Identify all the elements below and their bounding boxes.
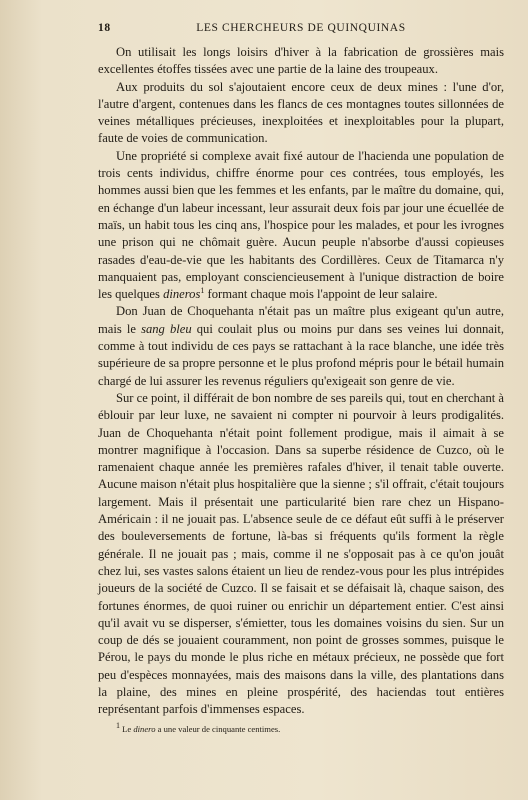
footnote-text: a une valeur de cinquante centimes. (155, 723, 281, 734)
paragraph-1 (98, 44, 504, 79)
paragraph-text: Sur ce point, il différait de bon nombre de ses pareils qui, tout en cherchant à éblouir par leur luxe, ne savaient ni compter ni pourvoir à leurs prodigalités. Juan de Choquehanta n'était point follement prodigue, mais il aimait à se montrer magnifique à l'occasion. Dans sa superbe résidence de Cuzco, où le ramenaient chaque année les premières rafales d'hiver, il tenait table ouverte. Aucune maison n'était plus hospitalière que la sienne ; s'il offrait, c'était toujours largement. Mais il présentait une particularité bien rare chez un Hispano-Américain : il ne jouait pas. L'absence seule de ce défaut eût suffi à le préserver des bouleversements de fortune, là-bas si fréquents qu'ils forment la règle générale. Il ne jouait pas ; mais, comme il ne s'opposait pas à ce qu'on jouât chez lui, ses vastes salons étaient un lieu de rendez-vous pour les plus intrépides joueurs de la société de Cuzco. Il se faisait et se défaisait là, chaque saison, des fortunes énormes, de quoi ruiner ou enrichir un département entier. C'est ainsi qu'il avait vu se disperser, s'émietter, tous les domaines voisins du sien. Sur un coup de dés se jouaient couramment, non point de grosses sommes, puisque le Pérou, le pays du monde le plus riche en métaux précieux, ne possède que fort peu d'espèces monnayées, mais des maisons dans la ville, des plantations dans la plaine, des mines en pleine prospérité, des haciendas tout entières représentant parfois d'immenses espaces. (98, 390, 504, 717)
footnote-mark: 1 (116, 720, 120, 730)
paragraph-text: Une propriété si complexe avait fixé autour de l'hacienda une population de trois cents individus, chiffre énorme pour ces contrées, tous employés, les hommes aussi bien que les femmes et les enfants, par le maître du domaine, qui, en échange d'un labeur incessant, leur assurait deux fois par jour une écuellée de maïs, un habit tous les cinq ans, l'hospice pour les malades, et pour les ivrognes une prison qui ne chômait guère. Aucun peuple n'absorbe d'aussi copieuses rasades d'eau-de-vie que les habitants des Cordillères. Ceux de Titamarca n'y manquaient pas, employant consciencieusement à l'unique distraction de boire les quelques (98, 148, 504, 302)
running-title: LES CHERCHEURS DE QUINQUINAS (196, 22, 406, 34)
footnote-text: Le (120, 723, 134, 734)
paragraph-4 (98, 303, 504, 389)
footnote-italic-term: dinero (133, 723, 156, 734)
paragraph-text: Aux produits du sol s'ajoutaient encore ceux de deux mines : l'une d'or, l'autre d'argent, contenues dans les flancs de ces montagnes toutes sillonnées de veines métalliques précieuses, inexploitées et inexploitables pour la plupart, faute de voies de communication. (98, 79, 504, 146)
italic-term-sang-bleu: sang bleu (141, 321, 192, 336)
paragraph-text: On utilisait les longs loisirs d'hiver à la fabrication de grossières mais excellentes étoffes tissées avec une partie de la laine des troupeaux. (98, 45, 504, 77)
footnote (98, 720, 504, 735)
body-text (98, 44, 504, 719)
paragraph-text: Don Juan de Choquehanta n'était pas un maître plus exigeant qu'un autre, mais le (98, 304, 504, 336)
italic-term-dineros: dineros (163, 287, 201, 302)
paragraph-2 (98, 79, 504, 148)
paragraph-text: formant chaque mois l'appoint de leur salaire. (204, 287, 438, 302)
page-header (98, 22, 504, 40)
paragraph-3 (98, 148, 504, 304)
paragraph-5 (98, 390, 504, 719)
page-number: 18 (98, 22, 111, 34)
paragraph-text: qui coulait plus ou moins pur dans ses veines lui donnait, comme à tout individu de ces pays se rattachant à la race blanche, une idée très supérieure de sa propre personne et le plus profond mépris pour le bétail humain chargé de lui assurer les revenus réguliers qu'exigeait son genre de vie. (98, 321, 505, 388)
footnote-reference: 1 (200, 285, 205, 295)
